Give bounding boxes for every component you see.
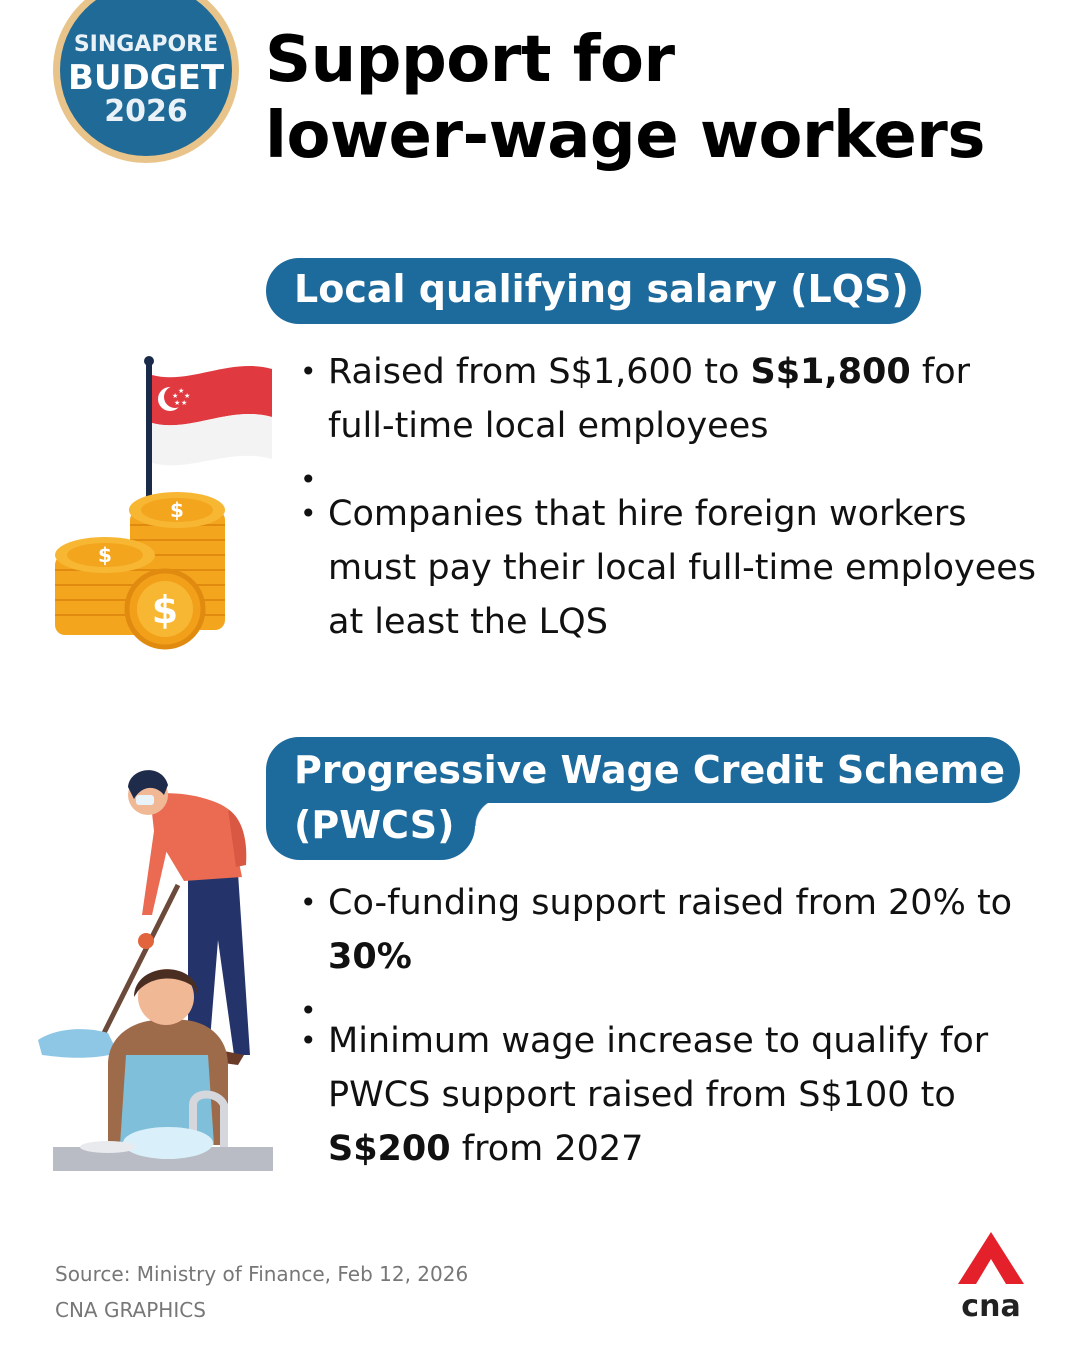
- svg-text:★: ★: [178, 387, 185, 395]
- badge-line2: BUDGET: [67, 58, 225, 98]
- pwcs-bullet-1: • Co-funding support raised from 20% to 30%: [300, 876, 1040, 984]
- title-line2: lower-wage workers: [265, 99, 985, 173]
- lqs-bullet-list: [300, 345, 1040, 649]
- svg-text:$: $: [98, 543, 112, 567]
- svg-text:$: $: [151, 588, 179, 632]
- lqs-bullet-2: • Companies that hire foreign workers must pay their local full-time employees at least the LQS: [300, 487, 1040, 649]
- source-note: Source: Ministry of Finance, Feb 12, 2026: [55, 1262, 469, 1286]
- svg-text:★: ★: [181, 399, 188, 407]
- badge-line3: 2026: [104, 94, 188, 129]
- title-line1: Support for: [265, 23, 675, 97]
- budget-badge: [51, 0, 241, 164]
- svg-text:★: ★: [174, 399, 181, 407]
- pwcs-heading-line1: Progressive Wage Credit Scheme: [266, 737, 1020, 803]
- badge-line1: SINGAPORE: [73, 32, 219, 57]
- cna-logo-text: cna: [961, 1289, 1021, 1322]
- pwcs-bullet-list: [300, 876, 1040, 1176]
- svg-text:$: $: [170, 498, 184, 522]
- svg-text:★: ★: [172, 392, 179, 400]
- flag-and-coins-illustration: [50, 355, 280, 655]
- coin-stack-icon: [55, 492, 225, 647]
- cna-logo: [954, 1232, 1028, 1322]
- cleaner-worker-icon: [38, 770, 250, 1065]
- lqs-heading: Local qualifying salary (LQS): [266, 258, 921, 324]
- graphics-credit: CNA GRAPHICS: [55, 1298, 206, 1322]
- singapore-flag-icon: [144, 356, 272, 505]
- workers-illustration: [38, 765, 278, 1175]
- page-title: [265, 22, 985, 174]
- pwcs-heading-line2: (PWCS): [266, 798, 475, 860]
- pwcs-bullet-2: • Minimum wage increase to qualify for PWCS support raised from S$100 to S$200 from 2027: [300, 1014, 1040, 1176]
- svg-text:★: ★: [184, 392, 191, 400]
- lqs-bullet-1: • Raised from S$1,600 to S$1,800 for full-time local employees: [300, 345, 1040, 453]
